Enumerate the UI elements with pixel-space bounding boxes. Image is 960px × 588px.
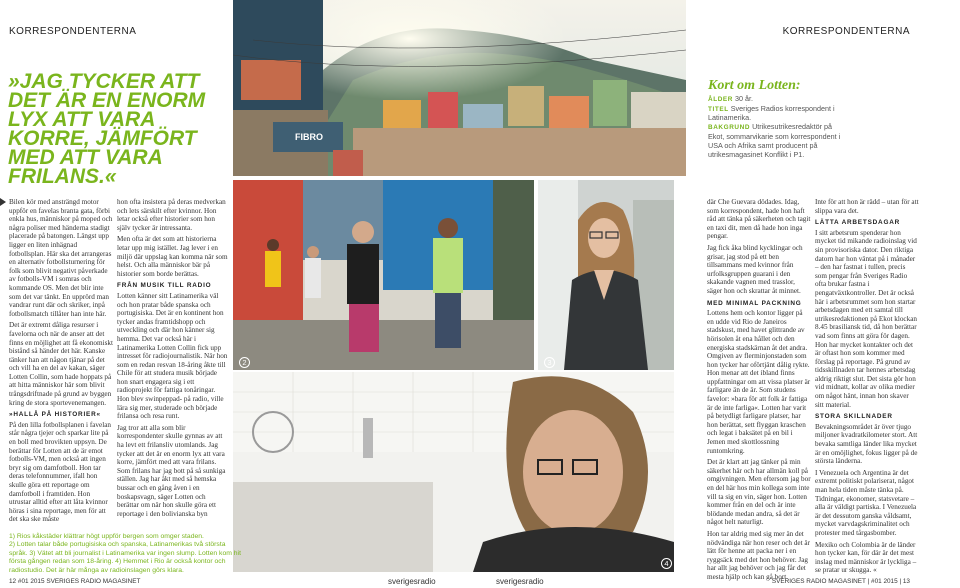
pull-quote: »JAG TYCKER ATT DET ÄR EN ENORM LYX ATT VARA KORRE, JÄMFÖRT MED ATT VARA FRILANS.« (8, 70, 206, 188)
svg-text:FIBRO: FIBRO (295, 132, 323, 142)
footer-logo-right: sverigesradio (496, 577, 544, 586)
photo-number-2: 2 (239, 357, 250, 368)
footer-logo-left: sverigesradio (388, 577, 436, 586)
caption-arrow-icon (0, 198, 6, 206)
kitchen-photo (233, 372, 674, 572)
favela-illustration (233, 0, 686, 176)
fact-item-background: BAKGRUND Utrikesutrikesredaktör på Ekot, sommarvikarie som korrespondent i USA och Afrika samt producent på utrikesmagasinet Konflikt i P1. (708, 122, 841, 159)
fact-item-title: TITEL Sveriges Radios korrespondent i Latinamerika. (708, 103, 835, 123)
article-column-2: hon ofta insistera på deras medverkan och lets särskilt efter kvinnor. Hon letar också efter historier som hon själv tycker är intressanta. Men ofta är det som att historierna letar upp mig istället. Jag lever i en miljö där uppslag kan komma när som helst. Och alla människor bär på historier som borde berättas. FRÅN MUSIK TILL RADIO Lotten känner sitt Latinamerika väl och hon pratar både spanska och portugisiska. Det är en kontinent hon tycker andas framtidshopp och utveckling och där hon känner sig hemma. Det var också här i Latinamerika Lotten Collin fick upp intresset för radiojournalistik. När hon som en redan resvan 18-åring åkte till Chile för att studera musik började hon snart engagera sig i ett radioprojekt för fattiga tonåringar. Hon blev swinpeppad- på radio, ville lära sig mer, studerade och började frilansa och resa runt. Jag tror att alla som blir korrespondenter skulle gynnas av att ha levt ett frilansliv utomlands. Jag tycker att det är en enorm lyx att vara korre, jämfört med att vara frilans. Som frilans har jag bott på så sunkiga ställen. Jag har åkt med så hemska bussar och en gång åven i en boskapsvagn, säger Lotten och berättar om när hon skulle göra ett reportage i den bolivianska byn (117, 198, 228, 518)
footer-left: 12 #01 2015 SVERIGES RADIO MAGASINET (9, 578, 141, 585)
photo-captions: 1) Rios kåkstäder klättrar högt uppför bergen som omger staden. 2) Lotten talar både portugisiska och spanska, Latinamerikas två största språk. 3) Vätet att bli journalist i Latinamerika var ingen slump. Lotten kom hit första gången redan som 18-åring. 4) Hemmet i Rio är också kontor och radiostudio. Det är här många av radioinslagen görs klara. (9, 533, 241, 574)
street-photo (233, 180, 534, 370)
subheading-arbetsdagar: LÄTTA ARBETSDAGAR (815, 219, 901, 227)
subheading-musik: FRÅN MUSIK TILL RADIO (117, 282, 212, 290)
subheading-skillnader: STORA SKILLNADER (815, 413, 893, 421)
article-column-3: där Che Guevara dödades. Idag, som korrespondent, hade hon haft råd att tänka på säkerheten och tagit en taxi dit, men då hade hon inga pengar. Jag fick åka blind kycklingar och grisar, jag stod på ett ben tillsammans med kvinnor från urfolksgruppen guarani i den skakande vagnen med trasslor, säger hon och skrattar åt minnet. MED MINIMAL PACKNING Lottens hem och kontor ligger på en udde vid Rio de Janeiros stadskust, med havet glittrande av hörisolen åt ena hållet och den energiska stadskärnan åt det andra. Omgiven av flerminjonstaden som hon tycker har oförtjänt dålig rykte. Hon menar att det ibland finns uppfattningar om att vissa platser är farligare än de är. Som studens favelor: »bara för att folk är fattiga är de inte farliga«. Lotten har varit på betydligt farligare platser, har hon berättat, sett flyggan kraschen och legat i baksätet på en bil i Jemen med skottlossning runtomkring. Det är klart att jag tänker på min säkerhet här och har allmän koll på omgivningen. Men eftersom jag bor en del här hos min kollega som inte vill ta sig en vin, säger hon. Lotten kommer från en del och är inte blödande medan andra, så det är något helt naturligt. Hon tar aldrig med sig mer än det nödvändiga när hon reser och det är lätt för henne att packa ner i en ryggsäck med det hon behöver. Jag har allt jag behöver och jag får det mesta hjälp och kan gå bort. (707, 198, 811, 581)
footer-right: SVERIGES RADIO MAGASINET | #01 2015 | 13 (771, 578, 910, 585)
fact-item-age: ÅLDER 30 år. (708, 93, 753, 103)
portrait-photo (538, 180, 674, 370)
fact-box (708, 78, 848, 159)
photo-number-4: 4 (661, 558, 672, 569)
section-label-right: KORRESPONDENTERNA (782, 26, 910, 37)
subheading-historier: »HALLÅ PÅ HISTORIER« (9, 411, 101, 419)
article-column-1: Bilen kör med ansträngd motor uppför en favelas branta gata, förbi enkla hus, människor på moped och några poliser med händerna stadigt placerade på batongen. Längst upp ligger en liten inhägnad fotbollsplan. Här ska det arrangeras en alternativ fotbollsturnering för folk som blivit negativt påverkade av fotbolls-VM i somras och kommande OS. Men det blir inte som det var tänkt. En upprörd man vandrar runt där och skriker, inpå fotbollsmatch tillåter han inte här. Det är extremt dåliga resurser i favelorna och när de anser att det finns en möjlighet att få ekonomiskt bistånd så händer det här. Kanske tänker han att någon tjänar på det och vill ha en del av kakan, säger Lotten Collin, som hade hoppats på att hitta människor här som blivit trångsdriftnade på grund av byggen kring de stora sportevenemangen. »HALLÅ PÅ HISTORIER« På den lilla fotbollsplanen i favelan står några tjejer och sparkar lite på en boll med brovikten uppsyn. De berättar för Lotten att de är emot fotbolls-VM, men också att ingen bryr sig om damfotboll. Hon tar deras telefonnummer, ifall hon skulle göra ett reportage om damfotboll i framtiden. Hon utrustar alltid efter att låta kvinnor höras i sina reportage, men för att det ska ske måste (9, 198, 114, 524)
favela-photo (233, 0, 686, 176)
photo-number-3: 3 (544, 357, 555, 368)
article-column-4: Inte för att hon är rädd – utan för att slippa vara det. LÄTTA ARBETSDAGAR I sitt arbetsrum spenderar hon mycket tid mikande radioinslag vid sin provisoriska dator. Den riktiga datorn har hon väntat på i månader – den har fastnat i tullen, precis som pengar från Sveriges Radio ofta brukar fastna i pengatväxtkontroller. Det är också här i arbetsrummet som hon startar arbetsdagen med ett samtal till utrikesredaktionen på Ekot klockan 8.45 brasiliansk tid, då hon berättar vad som finns att göra för dagen. Hon har mycket kontakter och det är oftast hon som kommer med förslag på reportage. På grund av tidsskillnaden tar hennes arbetsdag aldrig riktigt slut. Det sista gör hon vid midnatt, kollar av olika medier om något hänt, innan hon skaver sitt material. STORA SKILLNADER Bevakningsområdet är över tjugo miljoner kvadratkilometer stort. Att bevaka samtliga länder lika mycket är en omöjlighet, fokus ligger på de största länderna. I Venezuela och Argentina är det extremt politiskt polariserat, något man hela tiden måste tänka på. Tidningar, ekonomer, statsvetare – alla är väldigt partiska. I Venezuela är det dessutom ganska våldsamt, mycket varvdagskriminalitet och protester med tårgasbomber. Mexiko och Colombia är de länder hon tycker kan, för där är det mest inslag med människor är lyckliga – se pratar ur skugga. « (815, 198, 919, 575)
section-label-left: KORRESPONDENTERNA (9, 26, 137, 37)
subheading-packning: MED MINIMAL PACKNING (707, 299, 802, 307)
fact-box-title: Kort om Lotten: (708, 78, 801, 93)
